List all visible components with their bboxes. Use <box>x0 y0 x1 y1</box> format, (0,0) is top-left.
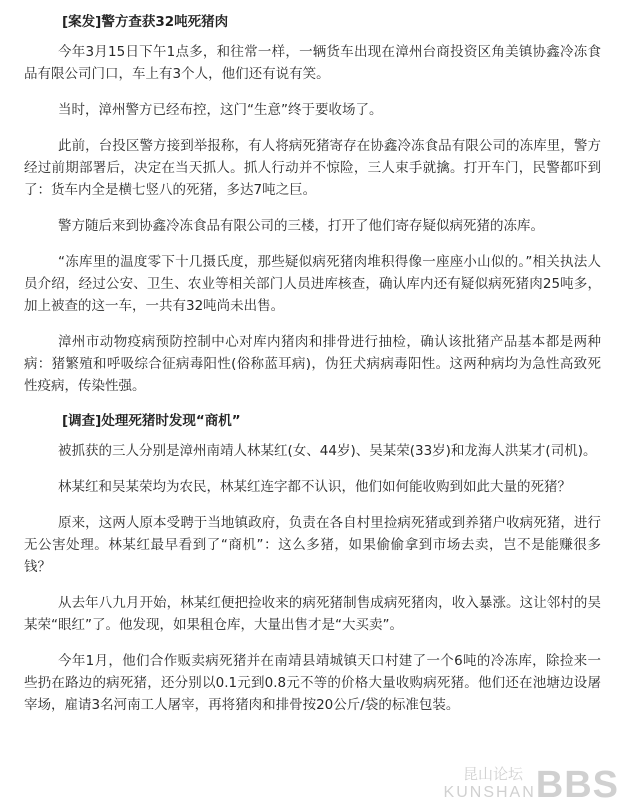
paragraph: 今年1月，他们合作贩卖病死猪并在南靖县靖城镇天口村建了一个6吨的冷冻库，除捡来一些扔在路边的病死猪，还分别以0.1元到0.8元不等的价格大量收购病死猪。他们还在池塘边设屠宰场，雇请3名河南工人屠宰，再将猪肉和排骨按20公斤/袋的标准包装。 <box>24 653 601 713</box>
paragraph: 漳州市动物疫病预防控制中心对库内猪肉和排骨进行抽检，确认该批猪产品基本都是两种病：猪繁殖和呼吸综合征病毒阳性(俗称蓝耳病)，伪狂犬病病毒阳性。这两种病均为急性高致死性疫病，传染性强。 <box>24 334 601 394</box>
paragraph: 林某红和吴某荣均为农民，林某红连字都不认识，他们如何能收购到如此大量的死猪？ <box>58 479 571 495</box>
site-watermark <box>444 766 619 804</box>
paragraph: 警方随后来到协鑫冷冻食品有限公司的三楼，打开了他们寄存疑似病死猪的冻库。 <box>58 218 544 234</box>
paragraph: “冻库里的温度零下十几摄氏度，那些疑似病死猪肉堆积得像一座座小山似的。”相关执法人员介绍，经过公安、卫生、农业等相关部门人员进库核查，确认库内还有疑似病死猪肉25吨多，加上被查的这一车，一共有32吨尚未出售。 <box>24 254 601 314</box>
paragraph: 从去年八九月开始，林某红便把捡收来的病死猪制售成病死猪肉，收入暴涨。这让邻村的吴某荣“眼红”了。他发现，如果租仓库，大量出售才是“大买卖”。 <box>24 595 601 633</box>
paragraph: 今年3月15日下午1点多，和往常一样，一辆货车出现在漳州台商投资区角美镇协鑫冷冻食品有限公司门口，车上有3个人，他们还有说有笑。 <box>24 44 601 82</box>
watermark-bbs: BBS <box>535 764 619 806</box>
section-heading-case: [案发]警方查获32吨死猪肉 <box>62 14 229 30</box>
paragraph: 当时，漳州警方已经布控，这门“生意”终于要收场了。 <box>58 102 383 118</box>
paragraph: 原来，这两人原本受聘于当地镇政府，负责在各自村里捡病死猪或到养猪户收病死猪，进行无公害处理。林某红最早看到了“商机”：这么多猪，如果偷偷拿到市场去卖，岂不是能赚很多钱？ <box>24 515 601 575</box>
watermark-cn: 昆山论坛 <box>462 766 523 783</box>
paragraph: 被抓获的三人分别是漳州南靖人林某红(女、44岁)、吴某荣(33岁)和龙海人洪某才(司机)。 <box>58 443 597 459</box>
paragraph: 此前，台投区警方接到举报称，有人将病死猪寄存在协鑫冷冻食品有限公司的冻库里，警方经过前期部署后，决定在当天抓人。抓人行动并不惊险，三人束手就擒。打开车门，民警都吓到了：货车内全是横七竖八的死猪，多达7吨之巨。 <box>24 138 601 198</box>
watermark-en: KUNSHAN <box>443 784 536 801</box>
section-heading-investigation: [调查]处理死猪时发现“商机” <box>62 413 241 429</box>
